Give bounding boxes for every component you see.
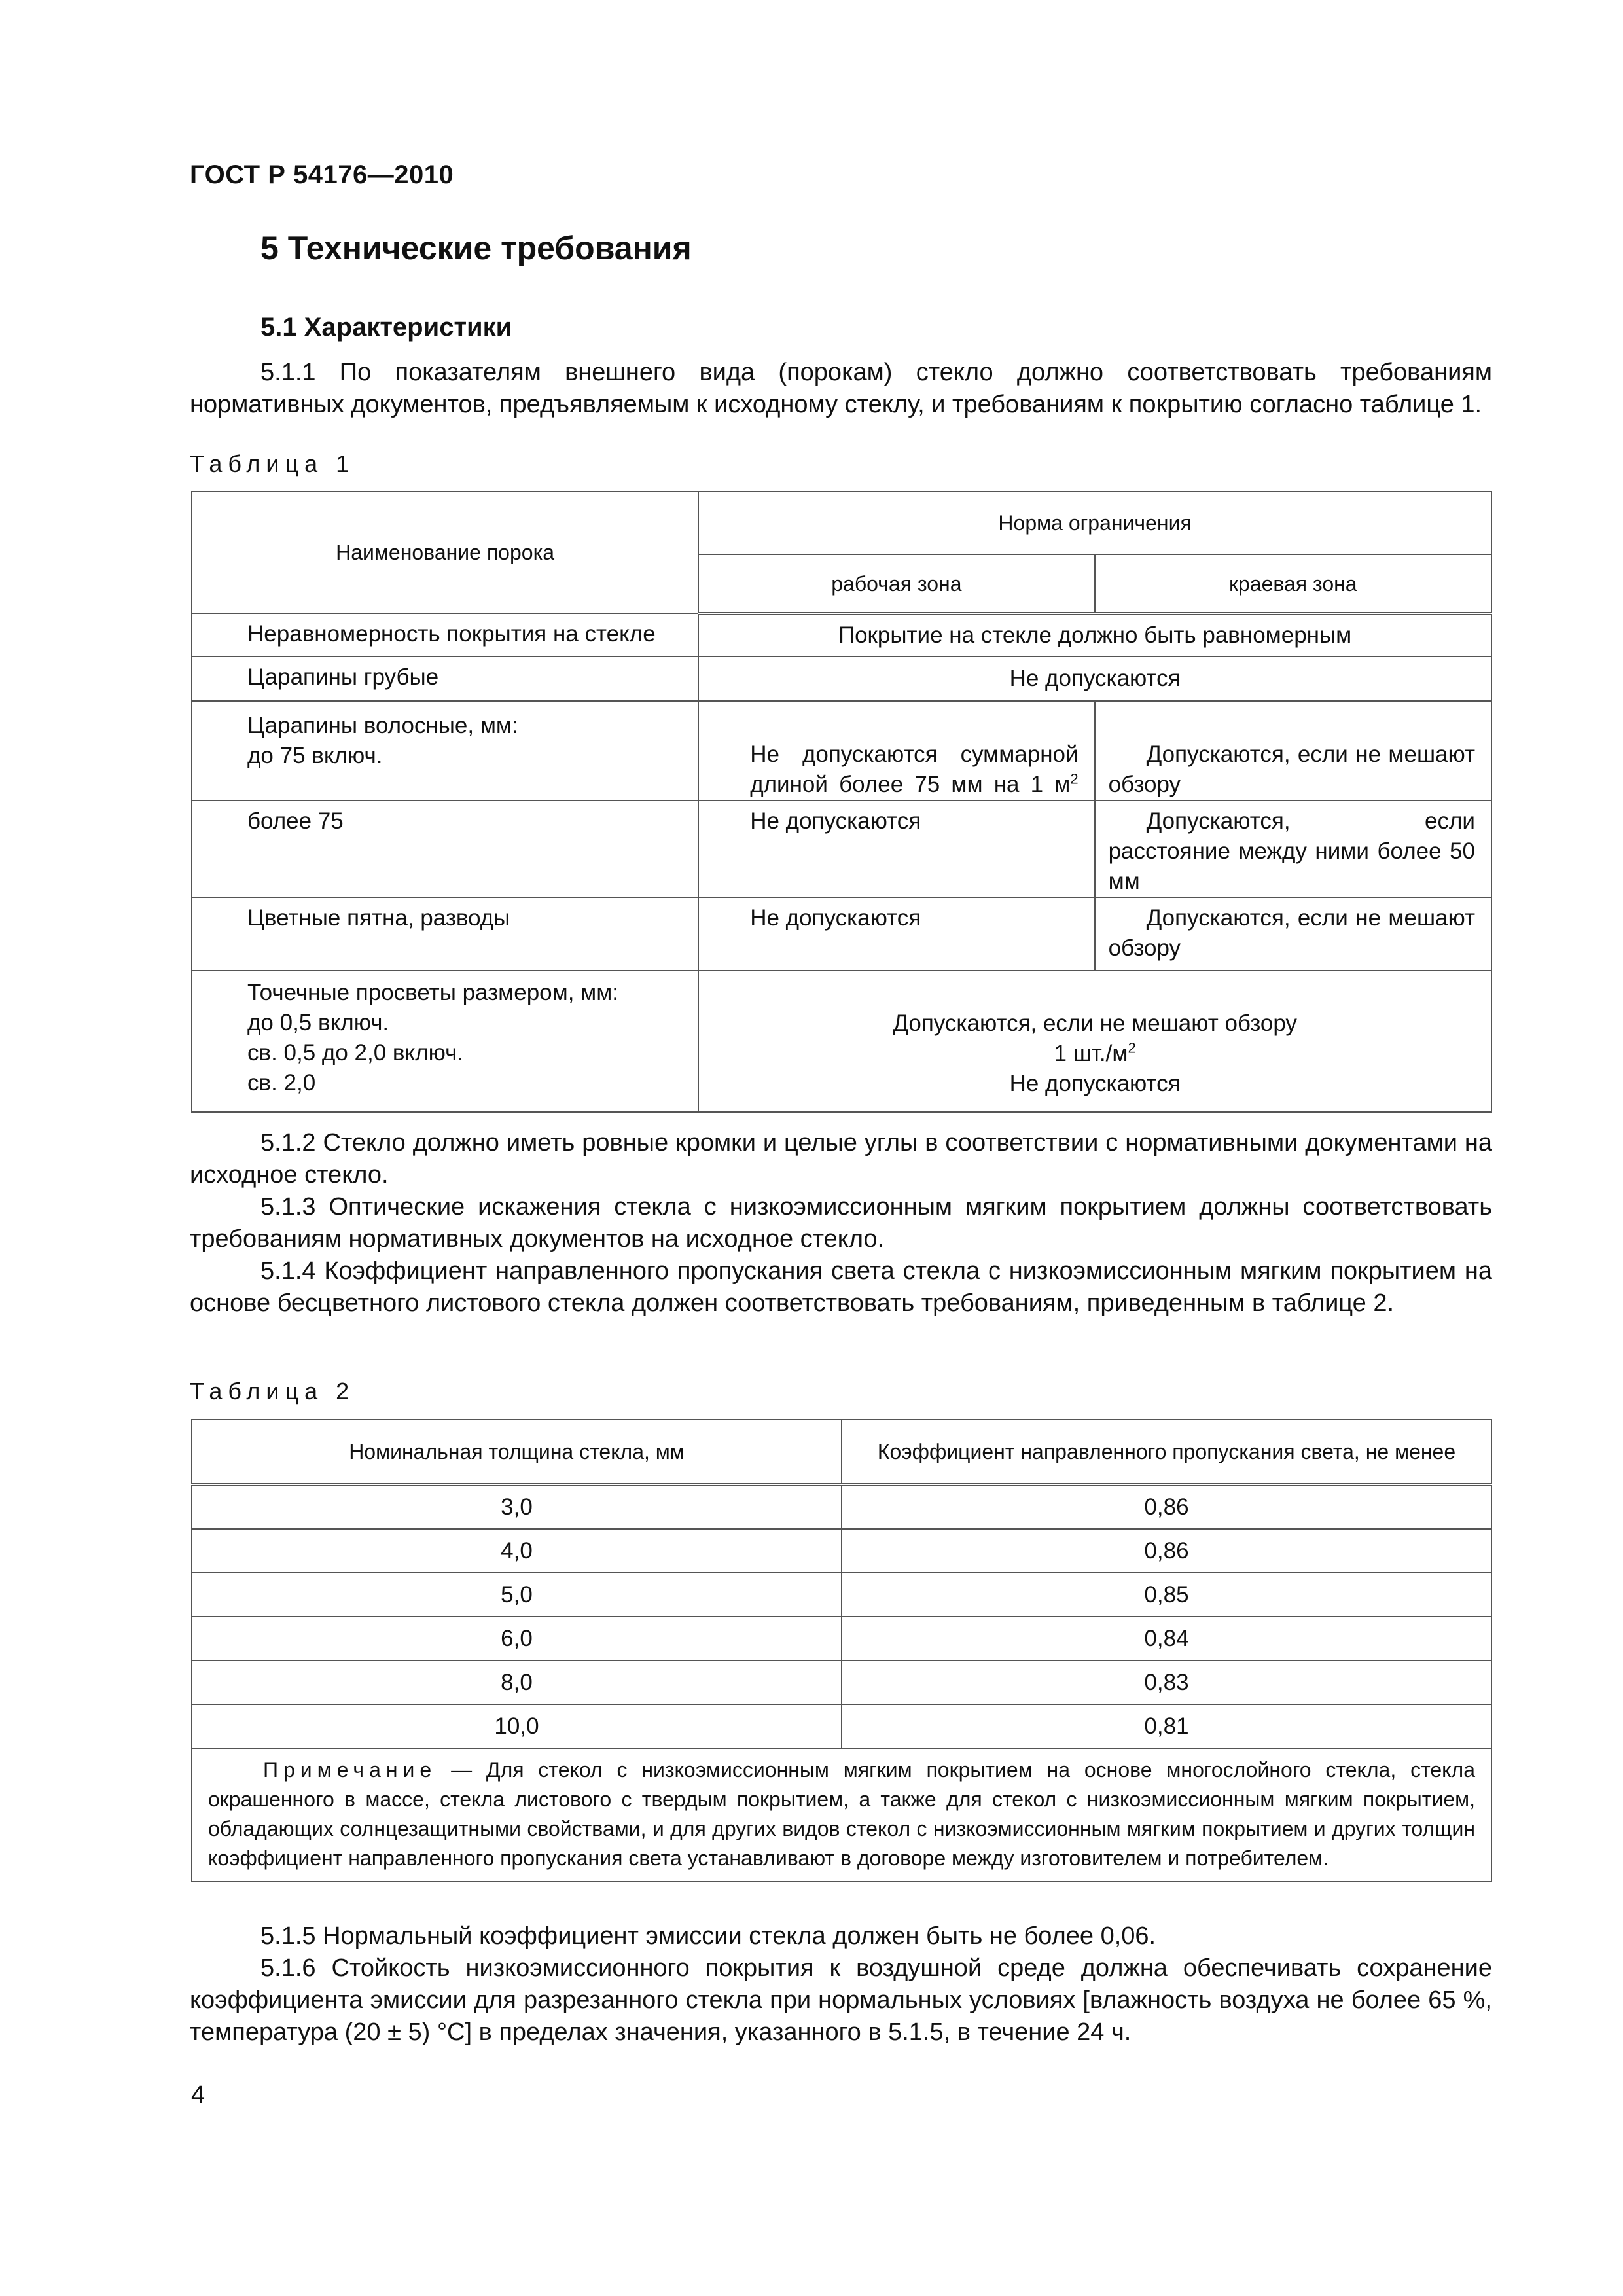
table1-header-edge-zone: краевая зона (1095, 554, 1491, 613)
table1-cell-edge: Допускаются, если не мешают обзору (1095, 897, 1491, 971)
table1-cell-name: более 75 (192, 800, 698, 897)
table2-note: Примечание — Для стекол с низкоэмиссионным мягким покрытием на основе многослойного стекла, стекла окрашенного в массе, стекла листового с твердым покрытием, а также для стекол с низкоэмиссионным мягким покрытием, обладающих солнцезащитными свойствами, и для других видов стекол с низкоэмиссионным мягким покрытием и других толщин коэффициент направленного пропускания света устанавливают в договоре между изготовителем и потребителем. (192, 1748, 1491, 1882)
table1-cell-value: Не допускаются (698, 656, 1491, 701)
table-row: 8,0 0,83 (192, 1660, 1491, 1704)
subsection-title: 5.1 Характеристики (260, 313, 512, 342)
table1-cell-name: Неравномерность покрытия на стекле (192, 613, 698, 656)
table-2 (191, 1419, 1492, 1882)
table-row: 10,0 0,81 (192, 1704, 1491, 1748)
table1-cell-edge: Допускаются, если не мешают обзору (1095, 701, 1491, 800)
table-row: 6,0 0,84 (192, 1617, 1491, 1660)
table1-cell-name: Царапины волосные, мм: до 75 включ. (192, 701, 698, 800)
table-row: 5,0 0,85 (192, 1573, 1491, 1617)
table1-cell-name: Царапины грубые (192, 656, 698, 701)
table-row (192, 613, 1491, 656)
table2-caption: Таблица 2 (190, 1378, 355, 1405)
table1-header-norm: Норма ограничения (698, 492, 1491, 554)
table2-header-coef: Коэффициент направленного пропускания света, не менее (842, 1420, 1491, 1484)
paragraph-5-1-4: 5.1.4 Коэффициент направленного пропускания света стекла с низкоэмиссионным мягким покрытием на основе бесцветного листового стекла должен соответствовать требованиям, приведенным в таблице 2. (190, 1257, 1492, 1317)
paragraph-5-1-2: 5.1.2 Стекло должно иметь ровные кромки и целые углы в соответствии с нормативными документами на исходное стекло. (190, 1129, 1492, 1189)
table1-cell-value: Допускаются, если не мешают обзору 1 $шт./м^2$ Не допускаются (698, 971, 1491, 1112)
table1-cell-edge: Допускаются, если расстояние между ними более 50 мм (1095, 800, 1491, 897)
table-row: 4,0 0,86 (192, 1529, 1491, 1573)
table1-cell-work: Не допускаются (698, 897, 1094, 971)
table-row (192, 897, 1491, 971)
section-title: 5 Технические требования (260, 230, 692, 266)
table-row (192, 701, 1491, 800)
page-number: 4 (191, 2081, 205, 2109)
paragraph-5-1-5: 5.1.5 Нормальный коэффициент эмиссии стекла должен быть не более 0,06. (260, 1922, 1156, 1950)
table-row (192, 656, 1491, 701)
table1-cell-value: Покрытие на стекле должно быть равномерным (698, 613, 1491, 656)
paragraph-5-1-3: 5.1.3 Оптические искажения стекла с низкоэмиссионным мягким покрытием должны соответствовать требованиям нормативных документов на исходное стекло. (190, 1193, 1492, 1253)
table1-cell-name: Точечные просветы размером, мм: до 0,5 включ. св. 0,5 до 2,0 включ. св. 2,0 (192, 971, 698, 1112)
table2-header-thickness: Номинальная толщина стекла, мм (192, 1420, 842, 1484)
table1-cell-work: Не допускаются суммарной длиной более 75 мм на 1 $м^2$ (698, 701, 1094, 800)
table1-cell-work: Не допускаются (698, 800, 1094, 897)
table-row (192, 800, 1491, 897)
table1-cell-name: Цветные пятна, разводы (192, 897, 698, 971)
table1-header-work-zone: рабочая зона (698, 554, 1094, 613)
table-row (192, 971, 1491, 1112)
paragraph-5-1-1: 5.1.1 По показателям внешнего вида (порокам) стекло должно соответствовать требованиям нормативных документов, предъявляемым к исходному стеклу, и требованиям к покрытию согласно таблице 1. (190, 359, 1492, 418)
document-code: ГОСТ Р 54176—2010 (190, 160, 454, 189)
table1-caption: Таблица 1 (190, 450, 355, 477)
table-1 (191, 491, 1492, 1113)
table1-header-defect: Наименование порока (192, 492, 698, 613)
table2-note-row (192, 1748, 1491, 1882)
table-row: 3,0 0,86 (192, 1484, 1491, 1529)
paragraph-5-1-6: 5.1.6 Стойкость низкоэмиссионного покрытия к воздушной среде должна обеспечивать сохранение коэффициента эмиссии для разрезанного стекла при нормальных условиях [влажность воздуха не более 65 %, температура (20 ± 5) °С] в пределах значения, указанного в 5.1.5, в течение 24 ч. (190, 1954, 1492, 2046)
